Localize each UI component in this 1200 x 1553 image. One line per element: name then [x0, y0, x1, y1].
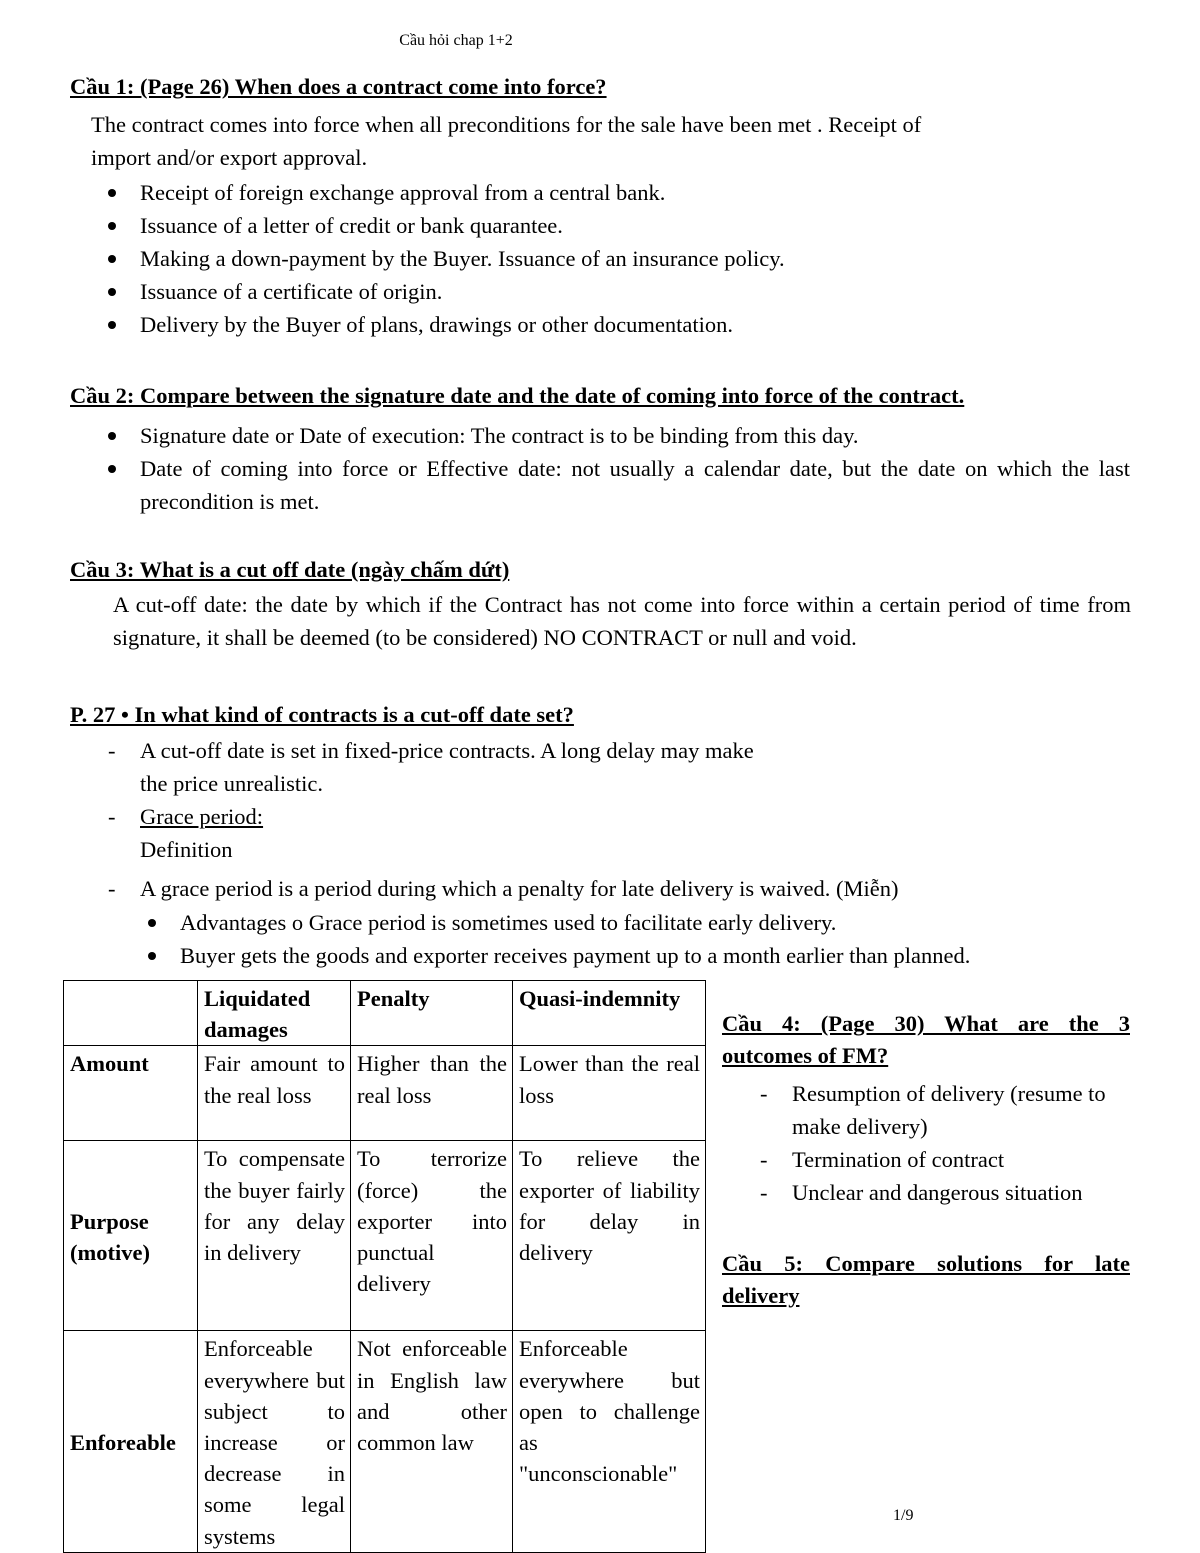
table-row: [64, 1141, 706, 1331]
p27-list: [70, 734, 1150, 905]
table-cell: To compensate the buyer fairly for any delay in delivery: [198, 1141, 351, 1331]
q2-heading: Cầu 2: Compare between the signature date and the date of coming into force of the contract.: [70, 383, 965, 408]
p27-sub-bullets: [110, 906, 1170, 972]
list-item: Advantages o Grace period is sometimes used to facilitate early delivery.: [110, 906, 1170, 939]
q1-intro-line2: import and/or export approval.: [91, 144, 368, 170]
q2-bullets: [70, 419, 1130, 518]
table-cell: To terrorize (force) the exporter into punctual delivery: [351, 1141, 513, 1331]
q1-intro: [91, 109, 1131, 174]
grace-period-sub: Definition: [140, 837, 233, 862]
q4-heading-line2: outcomes of FM?: [722, 1043, 889, 1068]
table-cell: Higher than the real loss: [351, 1046, 513, 1141]
row-label: Purpose (motive): [64, 1141, 198, 1331]
q5-heading-line2: delivery: [722, 1283, 800, 1308]
q1-bullets: [70, 176, 1140, 341]
p27-section: [70, 700, 574, 730]
comparison-table: [63, 980, 706, 1553]
question-1: [70, 72, 607, 102]
table-cell: To relieve the exporter of liability for delay in delivery: [513, 1141, 706, 1331]
q4-list: [722, 1077, 1142, 1209]
list-item: Delivery by the Buyer of plans, drawings or other documentation.: [70, 308, 1140, 341]
list-item: [70, 800, 1150, 866]
table-cell: Fair amount to the real loss: [198, 1046, 351, 1141]
page-header: Cầu hỏi chap 1+2: [399, 32, 513, 49]
list-item: - Termination of contract: [722, 1143, 1142, 1176]
grace-period-title: - Grace period:: [140, 804, 264, 829]
q4-heading: [722, 1008, 1130, 1072]
p27-heading: P. 27 • In what kind of contracts is a cut-off date set?: [70, 702, 574, 727]
q3-body: A cut-off date: the date by which if the Contract has not come into force within a certain period of time from signature, it shall be deemed (to be considered) NO CONTRACT or null and void.: [113, 592, 1131, 650]
list-item: Signature date or Date of execution: The contract is to be binding from this day.: [70, 419, 1130, 452]
question-3: [70, 555, 509, 585]
q5-heading-line1: Cầu 5: Compare solutions for late: [722, 1251, 1130, 1276]
table-header-cell: Quasi-indemnity: [513, 981, 706, 1046]
table-row: [64, 1046, 706, 1141]
row-label: Amount: [64, 1046, 198, 1141]
list-item: Making a down-payment by the Buyer. Issuance of an insurance policy.: [70, 242, 1140, 275]
list-item: Buyer gets the goods and exporter receives payment up to a month earlier than planned.: [110, 939, 1170, 972]
table-cell: Enforceable everywhere but open to challenge as "unconscionable": [513, 1331, 706, 1553]
table-row: [64, 1331, 706, 1553]
dash1-line1: - A cut-off date is set in fixed-price contracts. A long delay may make: [140, 738, 754, 763]
row-label: Enforeable: [64, 1331, 198, 1553]
question-2: [70, 381, 964, 411]
page-number: 1/9: [893, 1507, 914, 1524]
list-item: Date of coming into force or Effective date: not usually a calendar date, but the date on which the last precondition is met.: [70, 452, 1130, 518]
q1-heading: Cầu 1: (Page 26) When does a contract come into force?: [70, 74, 607, 99]
table-cell: Lower than the real loss: [513, 1046, 706, 1141]
q1-intro-line1: The contract comes into force when all preconditions for the sale have been met . Receipt of: [91, 112, 922, 137]
table-cell: Not enforceable in English law and other common law: [351, 1331, 513, 1553]
list-item: Issuance of a certificate of origin.: [70, 275, 1140, 308]
q5-heading: [722, 1248, 1130, 1312]
q3-heading: Cầu 3: What is a cut off date (ngày chấm dứt): [70, 557, 510, 582]
list-item: Issuance of a letter of credit or bank quarantee.: [70, 209, 1140, 242]
list-item: Receipt of foreign exchange approval from a central bank.: [70, 176, 1140, 209]
list-item: - A grace period is a period during which a penalty for late delivery is waived. (Miễn): [70, 872, 1150, 905]
list-item: - Unclear and dangerous situation: [722, 1176, 1142, 1209]
list-item: [70, 734, 1150, 800]
question-5: [722, 1248, 1130, 1312]
table-header-cell: [64, 981, 198, 1046]
list-item: - Resumption of delivery (resume to make delivery): [722, 1077, 1142, 1143]
table-header-cell: Liquidated damages: [198, 981, 351, 1046]
table-cell: Enforceable everywhere but subject to increase or decrease in some legal systems: [198, 1331, 351, 1553]
q4-heading-line1: Cầu 4: (Page 30) What are the 3: [722, 1011, 1130, 1036]
table-header-cell: Penalty: [351, 981, 513, 1046]
dash1-line2: the price unrealistic.: [140, 771, 324, 796]
table-header-row: [64, 981, 706, 1046]
question-4: [722, 1008, 1130, 1072]
